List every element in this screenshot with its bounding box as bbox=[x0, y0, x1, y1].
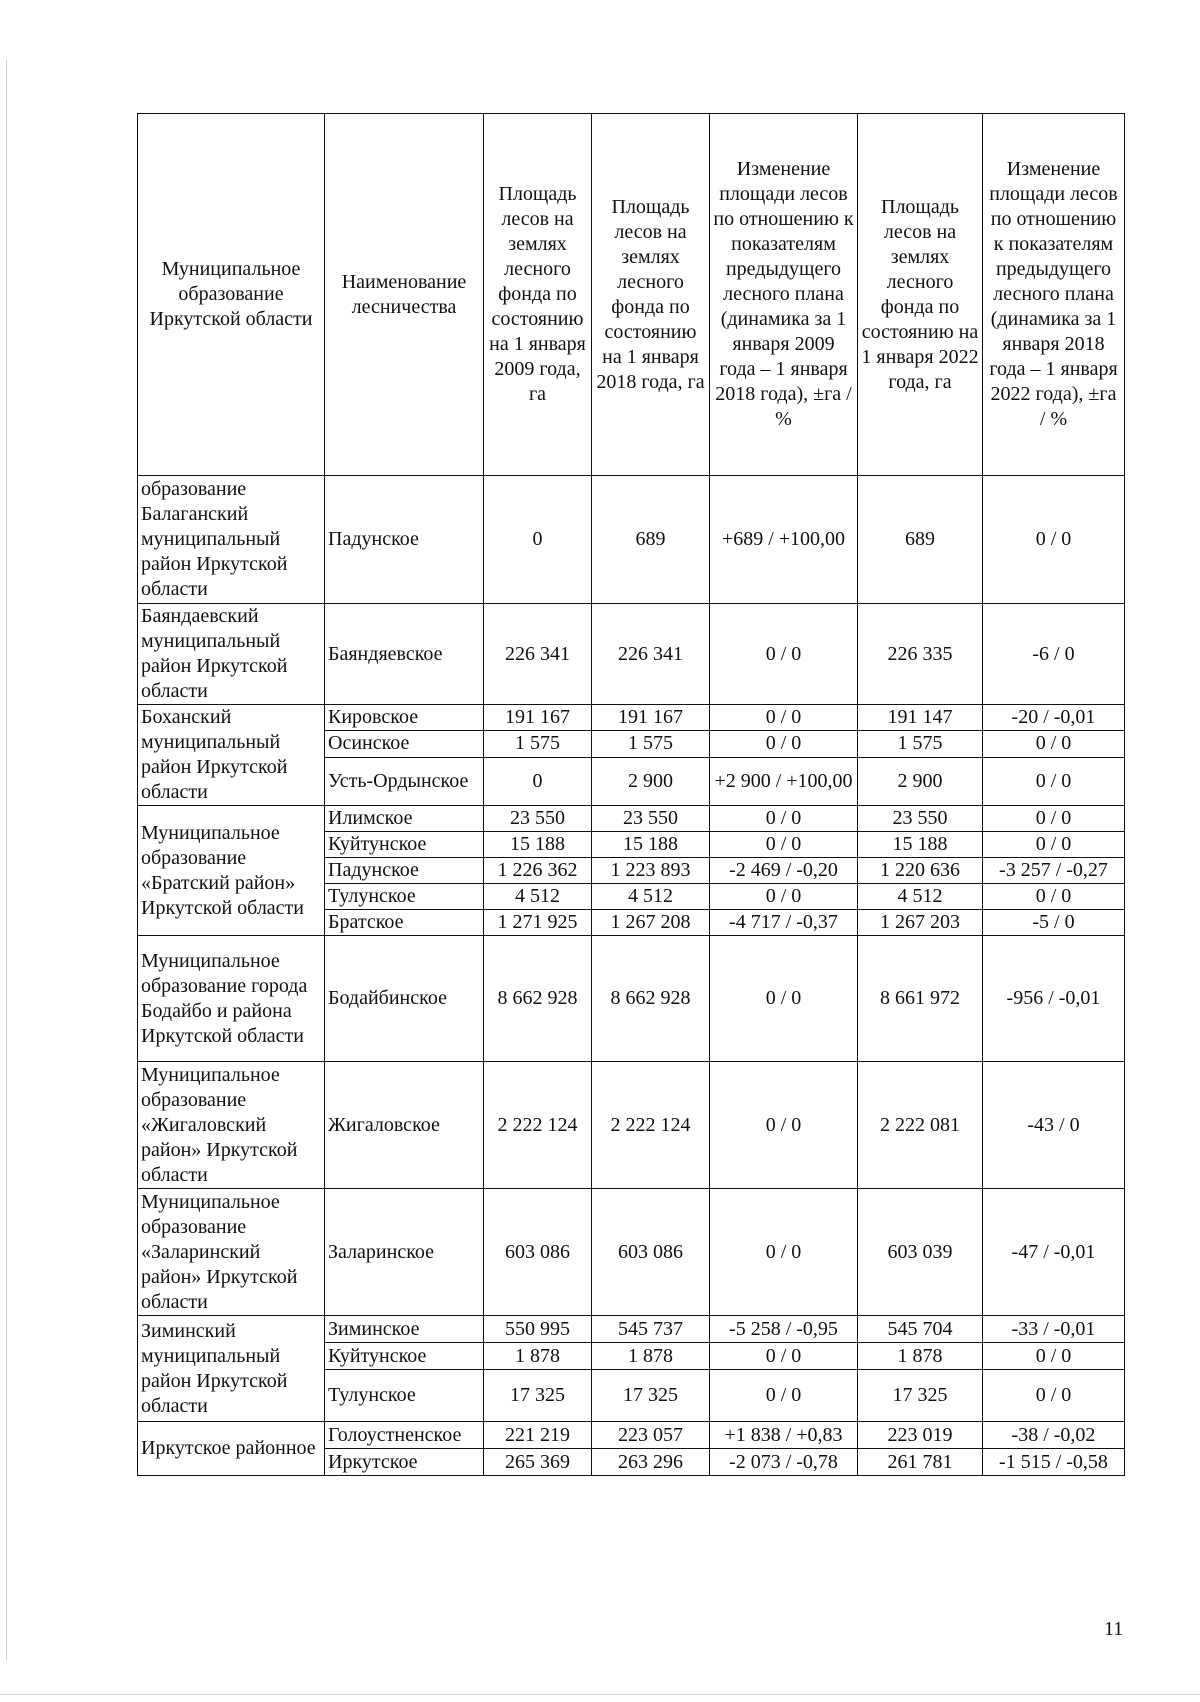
cell-area-2022: 1 267 203 bbox=[858, 910, 983, 936]
cell-area-2009: 0 bbox=[484, 757, 592, 806]
table-row bbox=[138, 705, 1125, 731]
cell-forestry: Бодайбинское bbox=[325, 936, 484, 1062]
cell-change-2018-2022: 0 / 0 bbox=[983, 476, 1125, 604]
cell-area-2018: 1 267 208 bbox=[592, 910, 710, 936]
cell-area-2009: 1 226 362 bbox=[484, 858, 592, 884]
cell-forestry: Голоустненское bbox=[325, 1422, 484, 1449]
cell-area-2018: 263 296 bbox=[592, 1449, 710, 1476]
cell-change-2018-2022: -6 / 0 bbox=[983, 604, 1125, 705]
cell-area-2022: 23 550 bbox=[858, 806, 983, 832]
cell-municipality: Баяндаевский муниципальный район Иркутской области bbox=[138, 604, 325, 705]
cell-area-2022: 15 188 bbox=[858, 832, 983, 858]
cell-forestry: Кировское bbox=[325, 705, 484, 731]
cell-area-2009: 603 086 bbox=[484, 1189, 592, 1316]
cell-area-2009: 15 188 bbox=[484, 832, 592, 858]
header-forestry: Наименование лесничества bbox=[325, 114, 484, 476]
table-header-row bbox=[138, 114, 1125, 476]
cell-area-2022: 545 704 bbox=[858, 1316, 983, 1343]
cell-change-2018-2022: -20 / -0,01 bbox=[983, 705, 1125, 731]
cell-area-2018: 191 167 bbox=[592, 705, 710, 731]
cell-forestry: Заларинское bbox=[325, 1189, 484, 1316]
table-row bbox=[138, 936, 1125, 1062]
header-area-2022: Площадь лесов на землях лесного фонда по состоянию на 1 января 2022 года, га bbox=[858, 114, 983, 476]
cell-municipality: Зиминский муниципальный район Иркутской области bbox=[138, 1316, 325, 1422]
cell-area-2022: 1 878 bbox=[858, 1343, 983, 1370]
cell-area-2018: 545 737 bbox=[592, 1316, 710, 1343]
cell-municipality: Боханский муниципальный район Иркутской области bbox=[138, 705, 325, 806]
cell-area-2018: 15 188 bbox=[592, 832, 710, 858]
cell-change-2018-2022: -43 / 0 bbox=[983, 1062, 1125, 1189]
cell-change-2018-2022: 0 / 0 bbox=[983, 1343, 1125, 1370]
cell-change-2009-2018: +689 / +100,00 bbox=[710, 476, 858, 604]
cell-municipality: Муниципальное образование «Жигаловский район» Иркутской области bbox=[138, 1062, 325, 1189]
cell-area-2009: 550 995 bbox=[484, 1316, 592, 1343]
cell-area-2018: 226 341 bbox=[592, 604, 710, 705]
cell-area-2009: 0 bbox=[484, 476, 592, 604]
cell-change-2009-2018: -4 717 / -0,37 bbox=[710, 910, 858, 936]
cell-area-2022: 1 220 636 bbox=[858, 858, 983, 884]
page-number: 11 bbox=[1104, 1618, 1124, 1640]
cell-forestry: Усть-Ордынское bbox=[325, 757, 484, 806]
cell-area-2018: 1 878 bbox=[592, 1343, 710, 1370]
table-body bbox=[138, 476, 1125, 1476]
cell-area-2018: 603 086 bbox=[592, 1189, 710, 1316]
cell-area-2018: 1 575 bbox=[592, 731, 710, 757]
cell-forestry: Зиминское bbox=[325, 1316, 484, 1343]
cell-area-2009: 23 550 bbox=[484, 806, 592, 832]
cell-change-2009-2018: 0 / 0 bbox=[710, 604, 858, 705]
cell-area-2009: 4 512 bbox=[484, 884, 592, 910]
cell-forestry: Илимское bbox=[325, 806, 484, 832]
cell-change-2009-2018: 0 / 0 bbox=[710, 936, 858, 1062]
table-row bbox=[138, 476, 1125, 604]
cell-municipality: образование Балаганский муниципальный район Иркутской области bbox=[138, 476, 325, 604]
cell-area-2009: 17 325 bbox=[484, 1370, 592, 1422]
cell-area-2022: 689 bbox=[858, 476, 983, 604]
cell-change-2018-2022: 0 / 0 bbox=[983, 731, 1125, 757]
cell-forestry: Тулунское bbox=[325, 1370, 484, 1422]
cell-change-2009-2018: +2 900 / +100,00 bbox=[710, 757, 858, 806]
cell-area-2022: 1 575 bbox=[858, 731, 983, 757]
header-area-2018: Площадь лесов на землях лесного фонда по состоянию на 1 января 2018 года, га bbox=[592, 114, 710, 476]
header-area-2009: Площадь лесов на землях лесного фонда по состоянию на 1 января 2009 года, га bbox=[484, 114, 592, 476]
cell-area-2009: 226 341 bbox=[484, 604, 592, 705]
header-change-2009-2018: Изменение площади лесов по отношению к показателям предыдущего лесного плана (динамика за 1 января 2009 года – 1 января 2018 года), ±га / % bbox=[710, 114, 858, 476]
table-row bbox=[138, 604, 1125, 705]
cell-area-2009: 2 222 124 bbox=[484, 1062, 592, 1189]
cell-change-2009-2018: 0 / 0 bbox=[710, 1189, 858, 1316]
cell-area-2022: 261 781 bbox=[858, 1449, 983, 1476]
cell-area-2009: 1 271 925 bbox=[484, 910, 592, 936]
table-row bbox=[138, 1062, 1125, 1189]
cell-area-2009: 265 369 bbox=[484, 1449, 592, 1476]
cell-area-2009: 1 575 bbox=[484, 731, 592, 757]
cell-change-2009-2018: 0 / 0 bbox=[710, 1370, 858, 1422]
table-row bbox=[138, 1316, 1125, 1343]
cell-area-2018: 1 223 893 bbox=[592, 858, 710, 884]
cell-forestry: Куйтунское bbox=[325, 832, 484, 858]
table-row bbox=[138, 1189, 1125, 1316]
cell-forestry: Осинское bbox=[325, 731, 484, 757]
cell-area-2022: 223 019 bbox=[858, 1422, 983, 1449]
cell-change-2018-2022: -956 / -0,01 bbox=[983, 936, 1125, 1062]
cell-forestry: Иркутское bbox=[325, 1449, 484, 1476]
scan-bottom-line bbox=[0, 1694, 1200, 1695]
cell-change-2009-2018: 0 / 0 bbox=[710, 1343, 858, 1370]
cell-change-2018-2022: 0 / 0 bbox=[983, 884, 1125, 910]
cell-change-2018-2022: -33 / -0,01 bbox=[983, 1316, 1125, 1343]
cell-area-2022: 226 335 bbox=[858, 604, 983, 705]
cell-change-2018-2022: 0 / 0 bbox=[983, 1370, 1125, 1422]
cell-area-2022: 191 147 bbox=[858, 705, 983, 731]
cell-forestry: Падунское bbox=[325, 858, 484, 884]
cell-area-2009: 8 662 928 bbox=[484, 936, 592, 1062]
cell-area-2018: 2 900 bbox=[592, 757, 710, 806]
cell-forestry: Баяндяевское bbox=[325, 604, 484, 705]
cell-change-2009-2018: +1 838 / +0,83 bbox=[710, 1422, 858, 1449]
cell-area-2022: 2 222 081 bbox=[858, 1062, 983, 1189]
cell-area-2009: 191 167 bbox=[484, 705, 592, 731]
cell-area-2018: 223 057 bbox=[592, 1422, 710, 1449]
cell-area-2022: 603 039 bbox=[858, 1189, 983, 1316]
forest-area-table bbox=[137, 113, 1125, 1476]
cell-area-2018: 4 512 bbox=[592, 884, 710, 910]
cell-change-2009-2018: -5 258 / -0,95 bbox=[710, 1316, 858, 1343]
cell-area-2022: 17 325 bbox=[858, 1370, 983, 1422]
header-change-2018-2022: Изменение площади лесов по отношению к показателям предыдущего лесного плана (динамика за 1 января 2018 года – 1 января 2022 года), ±га / % bbox=[983, 114, 1125, 476]
cell-change-2018-2022: -3 257 / -0,27 bbox=[983, 858, 1125, 884]
cell-area-2018: 23 550 bbox=[592, 806, 710, 832]
cell-municipality: Иркутское районное bbox=[138, 1422, 325, 1476]
cell-area-2022: 2 900 bbox=[858, 757, 983, 806]
table-row bbox=[138, 1422, 1125, 1449]
cell-area-2018: 689 bbox=[592, 476, 710, 604]
cell-change-2018-2022: -47 / -0,01 bbox=[983, 1189, 1125, 1316]
cell-change-2018-2022: -38 / -0,02 bbox=[983, 1422, 1125, 1449]
cell-change-2009-2018: 0 / 0 bbox=[710, 705, 858, 731]
cell-municipality: Муниципальное образование «Братский район» Иркутской области bbox=[138, 806, 325, 936]
cell-change-2018-2022: 0 / 0 bbox=[983, 832, 1125, 858]
cell-change-2009-2018: 0 / 0 bbox=[710, 884, 858, 910]
cell-change-2009-2018: -2 073 / -0,78 bbox=[710, 1449, 858, 1476]
cell-area-2022: 4 512 bbox=[858, 884, 983, 910]
cell-forestry: Братское bbox=[325, 910, 484, 936]
cell-area-2009: 221 219 bbox=[484, 1422, 592, 1449]
cell-forestry: Куйтунское bbox=[325, 1343, 484, 1370]
cell-area-2022: 8 661 972 bbox=[858, 936, 983, 1062]
cell-area-2018: 8 662 928 bbox=[592, 936, 710, 1062]
cell-change-2009-2018: -2 469 / -0,20 bbox=[710, 858, 858, 884]
cell-area-2018: 2 222 124 bbox=[592, 1062, 710, 1189]
table-row bbox=[138, 806, 1125, 832]
cell-forestry: Тулунское bbox=[325, 884, 484, 910]
cell-change-2009-2018: 0 / 0 bbox=[710, 731, 858, 757]
cell-municipality: Муниципальное образование города Бодайбо и района Иркутской области bbox=[138, 936, 325, 1062]
scan-margin-line bbox=[6, 60, 7, 1660]
cell-change-2018-2022: 0 / 0 bbox=[983, 806, 1125, 832]
cell-change-2018-2022: -5 / 0 bbox=[983, 910, 1125, 936]
cell-municipality: Муниципальное образование «Заларинский район» Иркутской области bbox=[138, 1189, 325, 1316]
cell-change-2009-2018: 0 / 0 bbox=[710, 832, 858, 858]
cell-change-2009-2018: 0 / 0 bbox=[710, 806, 858, 832]
cell-forestry: Жигаловское bbox=[325, 1062, 484, 1189]
cell-change-2009-2018: 0 / 0 bbox=[710, 1062, 858, 1189]
cell-forestry: Падунское bbox=[325, 476, 484, 604]
cell-change-2018-2022: 0 / 0 bbox=[983, 757, 1125, 806]
cell-change-2018-2022: -1 515 / -0,58 bbox=[983, 1449, 1125, 1476]
cell-area-2018: 17 325 bbox=[592, 1370, 710, 1422]
header-municipality: Муниципальное образование Иркутской области bbox=[138, 114, 325, 476]
cell-area-2009: 1 878 bbox=[484, 1343, 592, 1370]
